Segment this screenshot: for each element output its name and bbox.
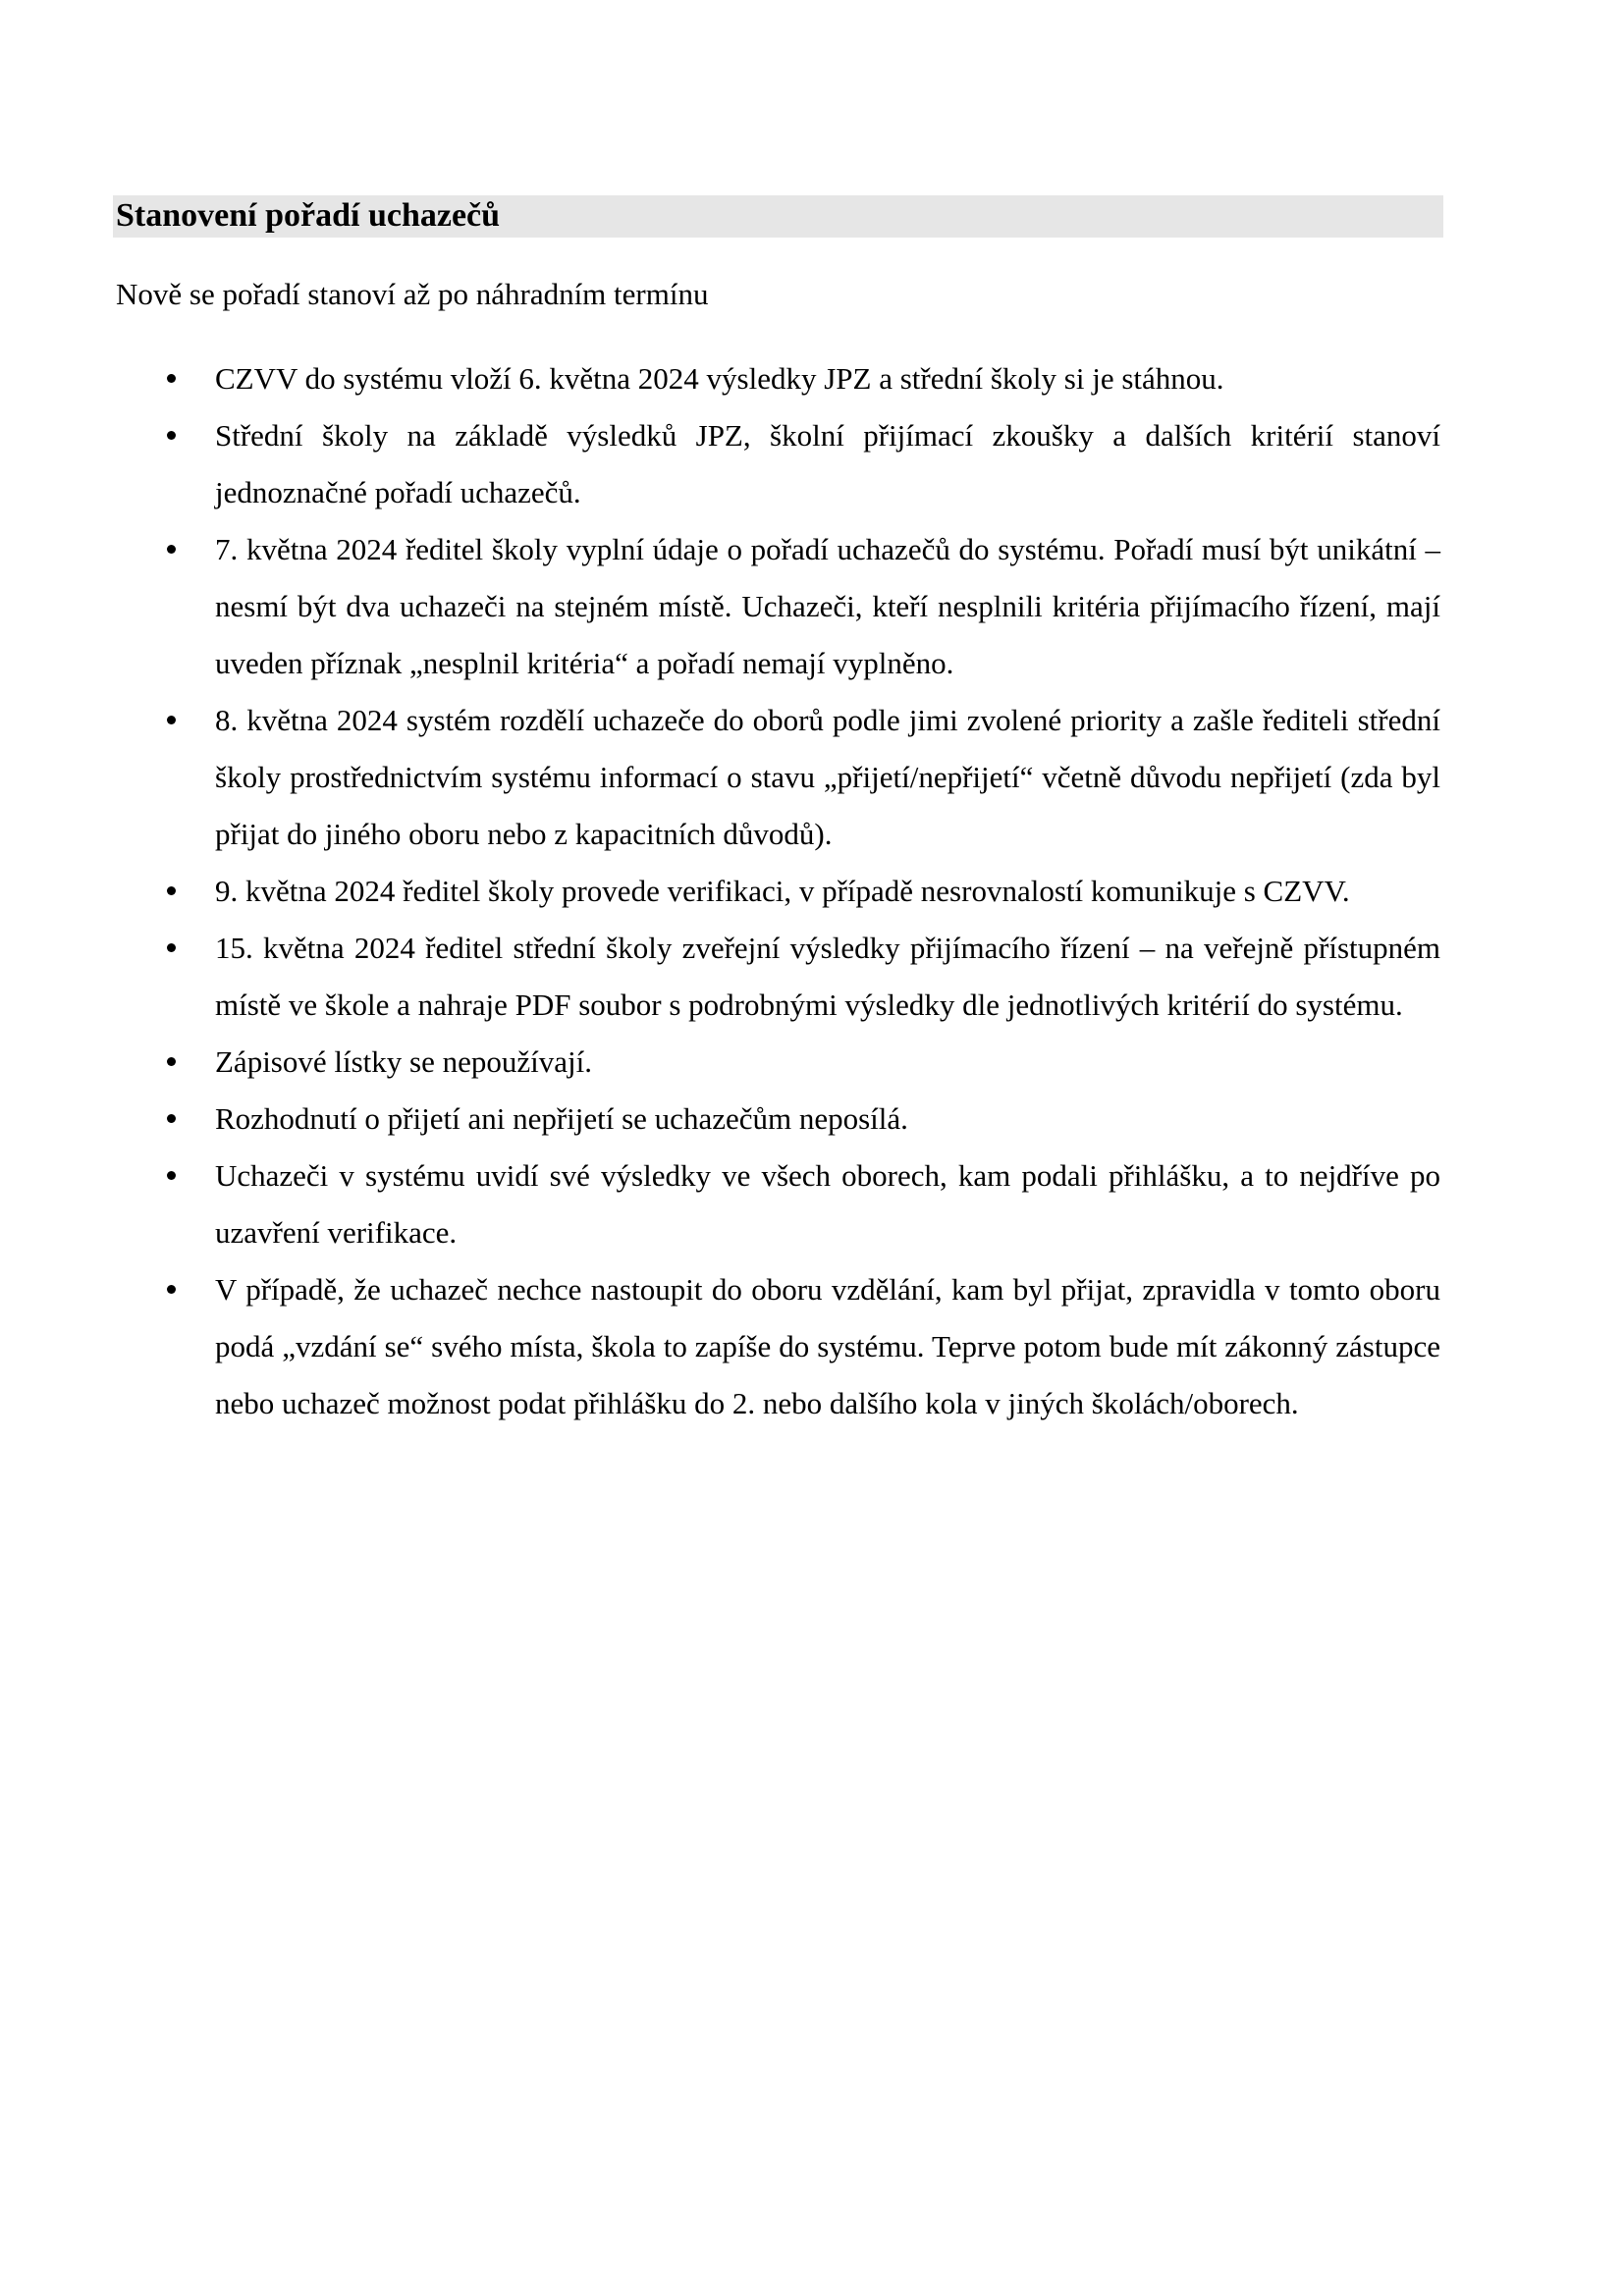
bullet-icon — [167, 374, 176, 383]
list-item-text: Rozhodnutí o přijetí ani nepřijetí se uchazečům neposílá. — [215, 1101, 908, 1136]
bullet-list — [0, 350, 1624, 1432]
list-item — [0, 350, 1440, 407]
list-item-text: Střední školy na základě výsledků JPZ, školní přijímací zkoušky a dalších kritérií stanoví jednoznačné pořadí uchazečů. — [215, 418, 1440, 509]
bullet-icon — [167, 1285, 176, 1294]
bullet-icon — [167, 1114, 176, 1123]
bullet-icon — [167, 1171, 176, 1180]
list-item — [0, 1148, 1440, 1261]
list-item — [0, 521, 1440, 692]
list-item-text: V případě, že uchazeč nechce nastoupit do oboru vzdělání, kam byl přijat, zpravidla v tomto oboru podá „vzdání se“ svého místa, škola to zapíše do systému. Teprve potom bude mít zákonný zástupce nebo uchazeč možnost podat přihlášku do 2. nebo dalšího kola v jiných školách/oborech. — [215, 1272, 1440, 1420]
list-item-text: 15. května 2024 ředitel střední školy zveřejní výsledky přijímacího řízení – na veřejně přístupném místě ve škole a nahraje PDF soubor s podrobnými výsledky dle jednotlivých kritérií do systému. — [215, 931, 1440, 1022]
list-item — [0, 407, 1440, 521]
bullet-icon — [167, 943, 176, 952]
list-item — [0, 1091, 1440, 1148]
list-item-text: 7. května 2024 ředitel školy vyplní údaje o pořadí uchazečů do systému. Pořadí musí být unikátní – nesmí být dva uchazeči na stejném místě. Uchazeči, kteří nesplnili kritéria přijímacího řízení, mají uveden příznak „nesplnil kritéria“ a pořadí nemají vyplněno. — [215, 532, 1440, 680]
list-item — [0, 1261, 1440, 1432]
bullet-icon — [167, 545, 176, 554]
intro-paragraph: Nově se pořadí stanoví až po náhradním termínu — [116, 277, 709, 311]
list-item-text: 9. května 2024 ředitel školy provede verifikaci, v případě nesrovnalostí komunikuje s CZVV. — [215, 874, 1350, 908]
list-item-text: 8. května 2024 systém rozdělí uchazeče do oborů podle jimi zvolené priority a zašle řediteli střední školy prostřednictvím systému informací o stavu „přijetí/nepřijetí“ včetně důvodu nepřijetí (zda byl přijat do jiného oboru nebo z kapacitních důvodů). — [215, 703, 1440, 851]
list-item — [0, 863, 1440, 920]
bullet-icon — [167, 716, 176, 724]
section-heading: Stanovení pořadí uchazečů — [116, 197, 501, 234]
list-item — [0, 920, 1440, 1034]
list-item-text: Uchazeči v systému uvidí své výsledky ve všech oborech, kam podali přihlášku, a to nejdříve po uzavření verifikace. — [215, 1158, 1440, 1250]
bullet-icon — [167, 431, 176, 440]
list-item — [0, 1034, 1440, 1091]
bullet-icon — [167, 1057, 176, 1066]
list-item-text: Zápisové lístky se nepoužívají. — [215, 1044, 592, 1079]
list-item-text: CZVV do systému vloží 6. května 2024 výsledky JPZ a střední školy si je stáhnou. — [215, 361, 1224, 396]
bullet-icon — [167, 886, 176, 895]
list-item — [0, 692, 1440, 863]
